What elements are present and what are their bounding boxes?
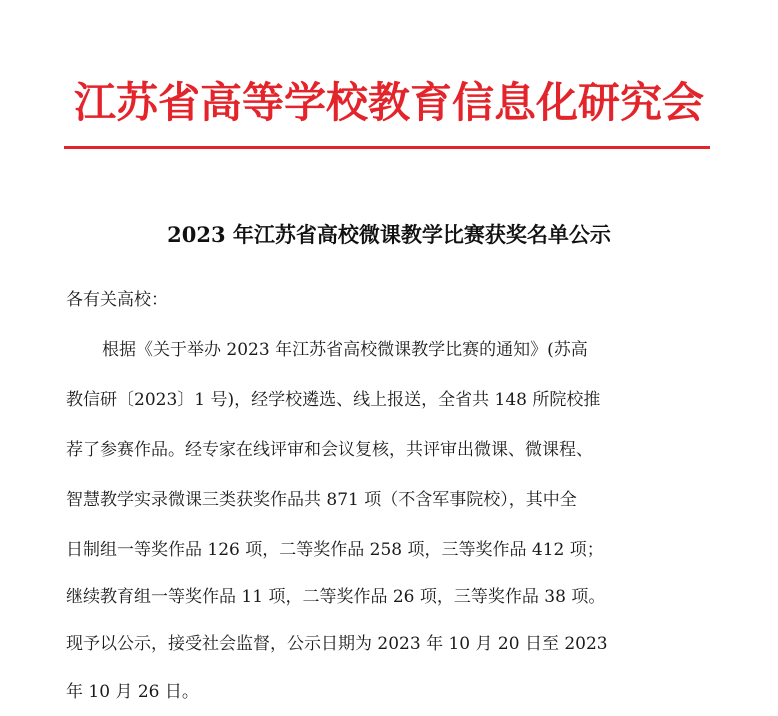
body-paragraph-line: 荐了参赛作品。经专家在线评审和会议复核，共评审出微课、微课程、 xyxy=(66,440,593,460)
header-divider-line xyxy=(64,146,710,149)
body-paragraph-line: 根据《关于举办 2023 年江苏省高校微课教学比赛的通知》(苏高 xyxy=(102,340,588,360)
document-title: 2023 年江苏省高校微课教学比赛获奖名单公示 xyxy=(167,222,611,247)
body-paragraph-line: 教信研〔2023〕1 号)，经学校遴选、线上报送，全省共 148 所院校推 xyxy=(66,390,601,410)
body-paragraph-line: 智慧教学实录微课三类获奖作品共 871 项（不含军事院校），其中全 xyxy=(66,490,577,510)
organization-header: 江苏省高等学校教育信息化研究会 xyxy=(73,78,704,127)
body-paragraph-line: 继续教育组一等奖作品 11 项，二等奖作品 26 项，三等奖作品 38 项。 xyxy=(66,587,606,607)
body-paragraph-line: 现予以公示，接受社会监督，公示日期为 2023 年 10 月 20 日至 2023 xyxy=(66,634,608,654)
body-paragraph-line: 日制组一等奖作品 126 项，二等奖作品 258 项，三等奖作品 412 项； xyxy=(66,540,604,560)
body-paragraph-line: 年 10 月 26 日。 xyxy=(66,682,199,702)
salutation: 各有关高校： xyxy=(66,290,168,310)
